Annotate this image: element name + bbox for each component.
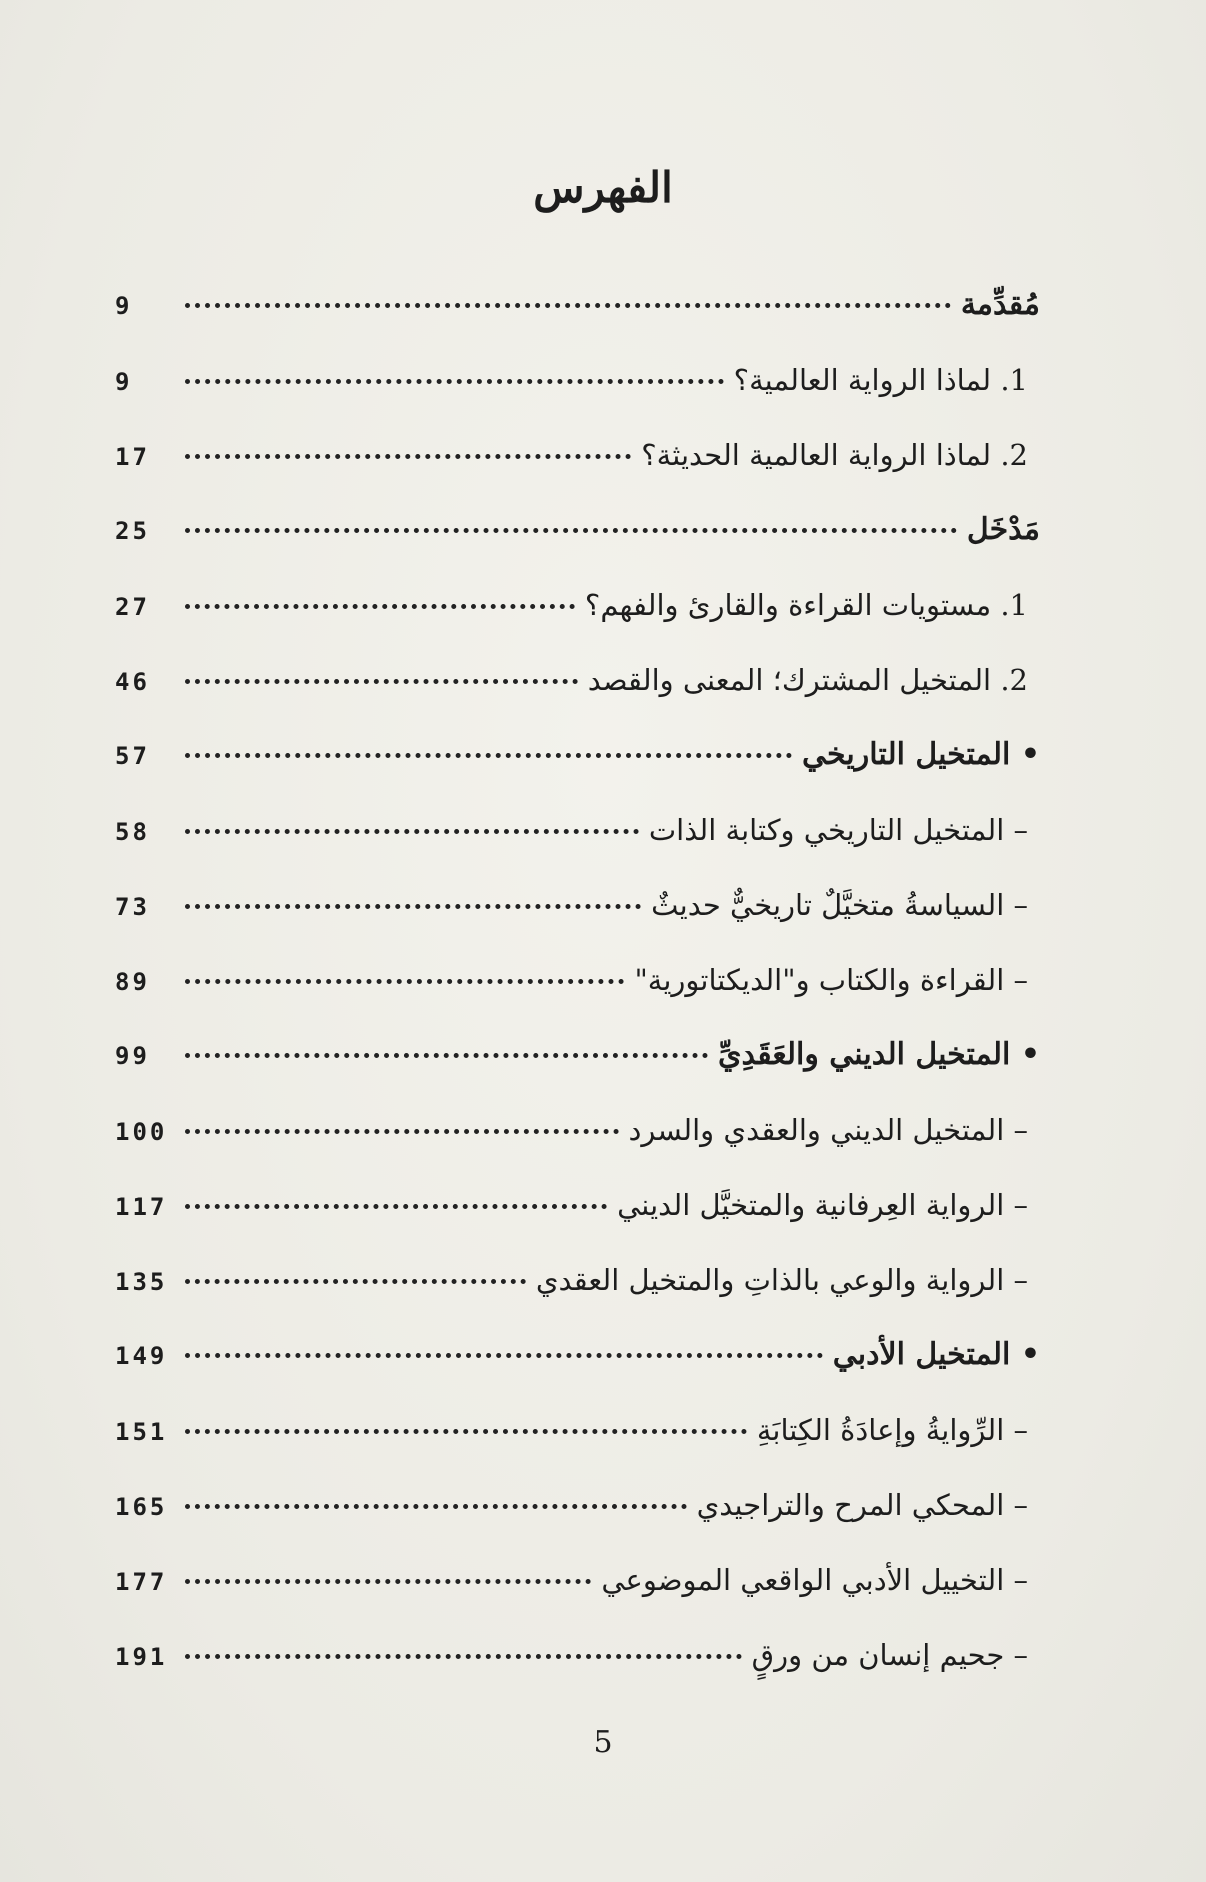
toc-entry-page: 135: [115, 1268, 168, 1296]
toc-entry: [115, 875, 1040, 950]
toc-entry-label: – المتخيل التاريخي وكتابة الذات: [648, 813, 1028, 847]
toc-entry-page: 100: [115, 1118, 168, 1146]
toc-entry-page: 149: [115, 1342, 168, 1370]
dot-leader: [185, 679, 578, 684]
toc-entry: [115, 500, 1040, 575]
toc-entry: [115, 575, 1040, 650]
toc-entry-page: 25: [115, 517, 150, 545]
dot-leader: [185, 303, 951, 308]
toc-entry-label: 1. مستويات القراءة والقارئ والفهم؟: [584, 588, 1028, 622]
toc-entry-label: • المتخيل الديني والعَقَدِيِّ: [718, 1037, 1040, 1072]
toc-entry-label: • المتخيل التاريخي: [802, 737, 1040, 772]
page-title: الفهرس: [533, 163, 673, 212]
toc-entry-label: مُقدِّمة: [960, 287, 1040, 322]
dot-leader: [185, 454, 631, 459]
dot-leader: [185, 1579, 591, 1584]
toc-entry-page: 191: [115, 1643, 168, 1671]
toc-entry-label: – القراءة والكتاب و"الديكتاتورية": [634, 963, 1028, 997]
toc-entry: [115, 1175, 1040, 1250]
toc-entry: [115, 1400, 1040, 1475]
page-number: 5: [593, 1725, 613, 1760]
toc-entry-label: – التخييل الأدبي الواقعي الموضوعي: [601, 1563, 1028, 1597]
toc-entry-page: 27: [115, 593, 150, 621]
toc-entry: [115, 1325, 1040, 1400]
toc-entry-page: 46: [115, 668, 150, 696]
dot-leader: [185, 1129, 619, 1134]
toc-entry-label: مَدْخَل: [966, 512, 1040, 547]
dot-leader: [185, 829, 639, 834]
dot-leader: [185, 1204, 607, 1209]
dot-leader: [185, 753, 792, 758]
toc-entry: [115, 1475, 1040, 1550]
toc-entry: [115, 425, 1040, 500]
dot-leader: [185, 1504, 687, 1509]
toc-entry: [115, 950, 1040, 1025]
toc-entry-page: 151: [115, 1418, 168, 1446]
toc-entry: [115, 650, 1040, 725]
toc-entry-label: – الرِّوايةُ وإعادَةُ الكِتابَةِ: [756, 1413, 1028, 1447]
toc-entry-label: – المحكي المرح والتراجيدي: [696, 1488, 1028, 1522]
toc-entry: [115, 1625, 1040, 1700]
toc-entry-page: 9: [115, 292, 133, 320]
toc-entry-page: 117: [115, 1193, 168, 1221]
toc-entry: [115, 1250, 1040, 1325]
toc-entry: [115, 1100, 1040, 1175]
toc-entry-page: 9: [115, 368, 133, 396]
toc-entry: [115, 725, 1040, 800]
toc-entry-page: 58: [115, 818, 150, 846]
toc-entry-label: – السياسةُ متخيَّلٌ تاريخيٌّ حديثٌ: [651, 888, 1028, 922]
toc-entry-page: 99: [115, 1042, 150, 1070]
dot-leader: [185, 904, 641, 909]
dot-leader: [185, 1279, 526, 1284]
toc-entry: [115, 800, 1040, 875]
toc-entry-label: – جحيم إنسان من ورقٍ: [751, 1638, 1028, 1672]
toc-entry-page: 177: [115, 1568, 168, 1596]
toc-entry-label: – المتخيل الديني والعقدي والسرد: [628, 1113, 1028, 1147]
toc-entry-label: 2. لماذا الرواية العالمية الحديثة؟: [641, 438, 1028, 472]
toc-entry: [115, 1025, 1040, 1100]
dot-leader: [185, 1353, 823, 1358]
toc-entry: [115, 350, 1040, 425]
dot-leader: [185, 1053, 708, 1058]
dot-leader: [185, 1654, 742, 1659]
dot-leader: [185, 379, 724, 384]
toc-entry-page: 73: [115, 893, 150, 921]
toc-entry-page: 89: [115, 968, 150, 996]
toc-entry-page: 17: [115, 443, 150, 471]
toc-entry: [115, 1550, 1040, 1625]
toc-entry-page: 57: [115, 742, 150, 770]
dot-leader: [185, 1429, 747, 1434]
dot-leader: [185, 979, 624, 984]
dot-leader: [185, 604, 575, 609]
toc-entry-page: 165: [115, 1493, 168, 1521]
toc-entry-label: – الرواية العِرفانية والمتخيَّل الديني: [617, 1188, 1028, 1222]
toc-entry-label: 1. لماذا الرواية العالمية؟: [733, 363, 1028, 397]
toc-entry-label: • المتخيل الأدبي: [832, 1337, 1040, 1372]
toc-entry: [115, 275, 1040, 350]
table-of-contents: [115, 275, 1040, 1700]
dot-leader: [185, 528, 957, 533]
toc-entry-label: 2. المتخيل المشترك؛ المعنى والقصد: [587, 663, 1028, 697]
toc-entry-label: – الرواية والوعي بالذاتِ والمتخيل العقدي: [535, 1263, 1028, 1297]
